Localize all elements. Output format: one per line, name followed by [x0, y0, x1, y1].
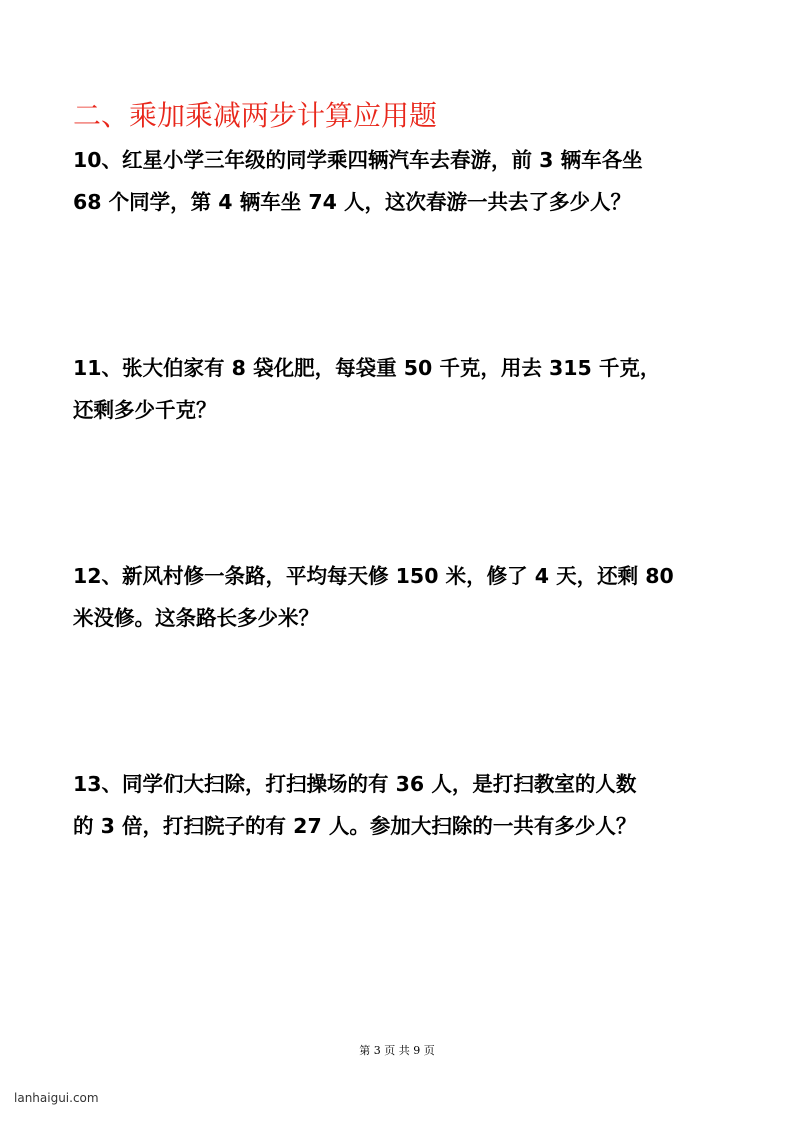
page-number: 第 3 页 共 9 页 — [359, 1044, 435, 1057]
problem-line: 12、新风村修一条路，平均每天修 150 米，修了 4 天，还剩 80 — [73, 564, 674, 588]
problem-12 — [73, 555, 733, 639]
problem-13 — [73, 763, 733, 847]
problem-line: 的 3 倍，打扫院子的有 27 人。参加大扫除的一共有多少人？ — [73, 814, 637, 838]
problem-line: 10、红星小学三年级的同学乘四辆汽车去春游，前 3 辆车各坐 — [73, 148, 643, 172]
section-title: 二、乘加乘减两步计算应用题 — [73, 99, 438, 132]
problem-line: 11、张大伯家有 8 袋化肥，每袋重 50 千克，用去 315 千克， — [73, 356, 661, 380]
problem-11 — [73, 347, 733, 431]
problem-10 — [73, 139, 733, 223]
watermark: lanhaigui.com — [14, 1091, 99, 1105]
problem-line: 还剩多少千克？ — [73, 398, 217, 422]
problem-line: 13、同学们大扫除，打扫操场的有 36 人，是打扫教室的人数 — [73, 772, 637, 796]
problem-line: 68 个同学，第 4 辆车坐 74 人，这次春游一共去了多少人？ — [73, 190, 632, 214]
problem-line: 米没修。这条路长多少米？ — [73, 606, 319, 630]
